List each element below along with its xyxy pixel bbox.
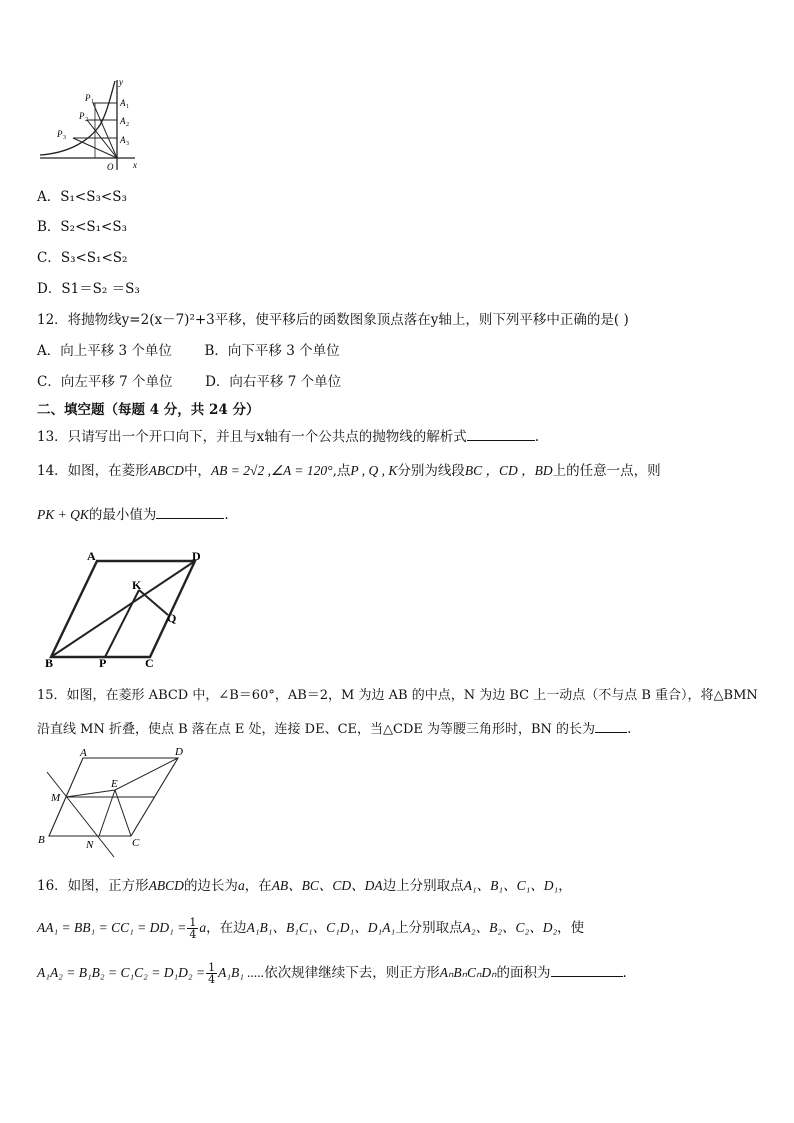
question-16-line1: 16．如图，正方形ABCD的边长为a，在AB、BC、CD、DA边上分别取点A₁、B₁、C₁、D₁，: [37, 878, 572, 894]
question-15-line2: 沿直线 MN 折叠，使点 B 落在点 E 处，连接 DE、CE，当△CDE 为等腰三角形时，BN 的长为 .: [37, 718, 631, 739]
vertex-b-label: B: [38, 834, 45, 846]
vertex-d-label: D: [175, 746, 183, 758]
question-12-options-row1: [37, 342, 340, 360]
p1-label: P: [85, 93, 91, 103]
a2-subscript: 2: [126, 122, 129, 128]
option-11-a: A．S₁<S₃<S₃: [37, 189, 127, 205]
fraction-one-quarter: $\frac{1}{4}$: [208, 961, 216, 986]
point-k-label: K: [132, 578, 142, 592]
vertex-d-label: D: [192, 549, 201, 563]
question-14-line2: PK + QK的最小值为 .: [37, 504, 229, 524]
answer-blank-16: [551, 962, 623, 977]
question-16-line3: A₁A₂ = B₁B₂ = C₁C₂ = D₁D₂ = $\frac{1}{4}$ A₁B₁ .....依次规律继续下去，则正方形AₙBₙCₙDₙ的面积为 .: [37, 961, 627, 986]
a1-label: A: [120, 98, 126, 108]
option-11-c: C．S₃<S₁<S₂: [37, 250, 128, 266]
question-14-line1: 14．如图，在菱形ABCD中，AB = 2√2 ,∠A = 120°,点P , Q , K分别为线段BC ，CD ，BD上的任意一点，则: [37, 463, 661, 479]
vertex-c-label: C: [145, 656, 154, 670]
option-12-d: D．向右平移 7 个单位: [205, 374, 342, 390]
p3-label: P: [57, 129, 63, 139]
option-11-d: D．S1＝S₂ ＝S₃: [37, 281, 140, 297]
x-axis-label: x: [133, 160, 137, 170]
answer-blank-15: [595, 718, 627, 733]
origin-label: O: [107, 162, 114, 172]
figure-q15: [35, 742, 195, 860]
point-e-label: E: [111, 778, 118, 790]
question-13: 13．只请写出一个开口向下，并且与x轴有一个公共点的抛物线的解析式 .: [37, 426, 539, 446]
point-p-label: P: [99, 656, 107, 670]
vertex-c-label: C: [132, 837, 140, 849]
fraction-one-quarter: $\frac{1}{4}$: [189, 916, 197, 941]
figure-q14: [35, 545, 235, 670]
option-12-b: B．向下平移 3 个单位: [204, 343, 340, 359]
option-12-a: A．向上平移 3 个单位: [37, 343, 172, 359]
a2-label: A: [120, 116, 126, 126]
option-12-c: C．向左平移 7 个单位: [37, 374, 173, 390]
a3-label: A: [120, 135, 126, 145]
question-12-text: 12．将抛物线y=2(x－7)²+3平移，使平移后的函数图象顶点落在y轴上，则下列平移中正确的是( ): [37, 312, 629, 328]
a3-subscript: 3: [126, 141, 129, 147]
answer-blank-14: [156, 504, 224, 519]
y-axis-label: y: [119, 77, 123, 87]
question-13-text: 13．只请写出一个开口向下，并且与x轴有一个公共点的抛物线的解析式: [37, 429, 467, 445]
option-11-b: B．S₂<S₁<S₃: [37, 219, 128, 235]
answer-blank-13: [467, 426, 535, 441]
p2-subscript: 2: [85, 117, 88, 123]
p2-label: P: [79, 111, 85, 121]
question-12-options-row2: [37, 373, 341, 391]
question-15-line1: 15．如图，在菱形 ABCD 中，∠B＝60°，AB＝2，M 为边 AB 的中点，N 为边 BC 上一动点（不与点 B 重合），将△BMN: [37, 688, 758, 703]
p3-subscript: 3: [63, 135, 66, 141]
figure-q11: [35, 75, 145, 175]
section-heading: 二、填空题（每题 4 分，共 24 分）: [37, 402, 260, 418]
vertex-b-label: B: [45, 656, 54, 670]
vertex-a-label: A: [80, 747, 87, 759]
point-q-label: Q: [167, 611, 177, 625]
vertex-a-label: A: [87, 549, 96, 563]
p1-subscript: 1: [91, 99, 94, 105]
point-n-label: N: [86, 839, 94, 851]
a1-subscript: 1: [126, 104, 129, 110]
question-16-line2: AA₁ = BB₁ = CC₁ = DD₁ = $\frac{1}{4}$ a，在边A₁B₁、B₁C₁、C₁D₁、D₁A₁上分别取点A₂、B₂、C₂、D₂，使: [37, 916, 585, 941]
point-m-label: M: [51, 792, 61, 804]
